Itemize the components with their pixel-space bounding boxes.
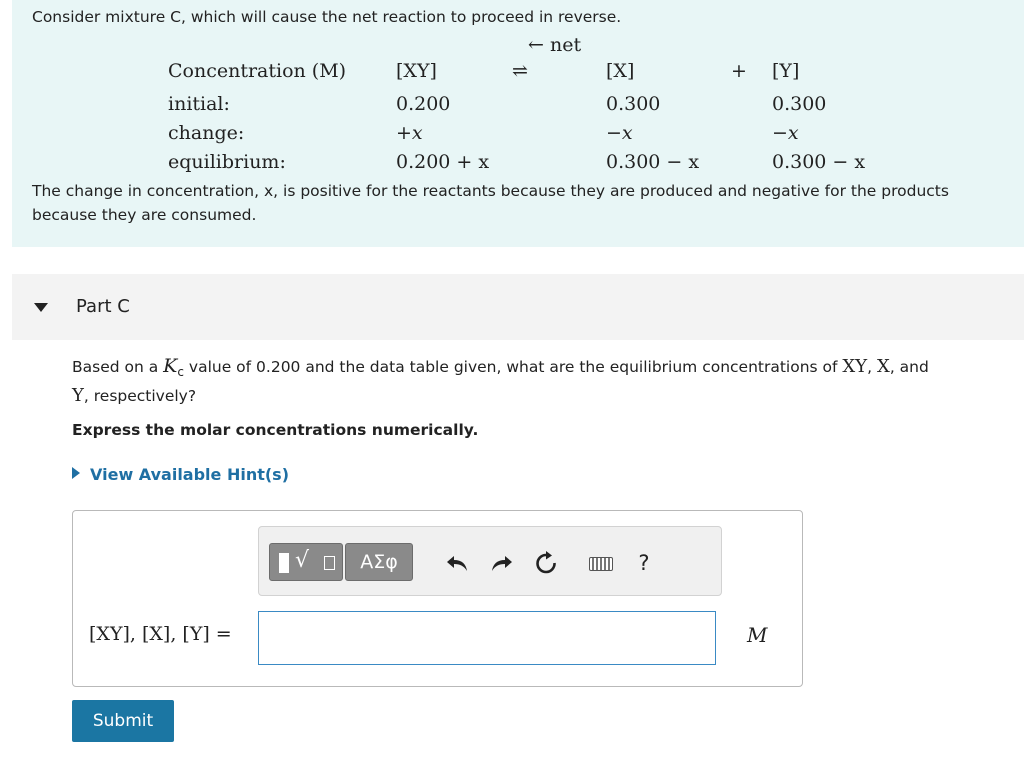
view-hints-link[interactable] [72,465,289,484]
ice-header-plus: + [731,60,747,82]
question-text [72,354,1012,408]
view-hints-label: View Available Hint(s) [90,465,290,484]
kc-symbol: K [163,355,178,377]
undo-icon[interactable] [445,551,471,575]
answer-input[interactable] [258,611,716,665]
submit-button[interactable]: Submit [72,700,174,742]
math-toolbar [258,526,722,596]
ice-cell: 0.300 − x [606,151,700,173]
explanation-intro: Consider mixture C, which will cause the net reaction to proceed in reverse. [32,8,622,26]
expand-triangle-icon [72,467,80,479]
species-xy: XY [842,356,868,377]
ice-cell: −x [772,122,799,144]
greek-symbols-button[interactable]: ΑΣφ [345,543,413,581]
help-button[interactable]: ? [638,551,650,575]
kc-subscript: c [177,365,184,380]
answer-box [72,510,803,687]
keyboard-icon[interactable] [587,551,613,575]
separator: , and [889,358,929,376]
explanation-panel [12,0,1024,247]
part-title: Part C [76,296,130,317]
question-text-end: , respectively? [83,387,197,406]
reset-icon[interactable] [533,551,559,575]
ice-cell: 0.300 [606,93,661,115]
question-text-middle: value of 0.200 and the data table given, what are the equilibrium concentrations of [183,358,843,376]
separator: , [867,358,877,376]
question-text-start: Based on a [72,358,164,376]
template-box-icon [324,556,335,570]
keyboard-shape [589,557,613,571]
instruction-text: Express the molar concentrations numerically. [72,421,479,439]
ice-header-xy: [XY] [396,60,437,82]
template-block-icon [279,553,289,573]
ice-cell: −x [606,122,633,144]
ice-row-label: initial: [168,93,230,115]
redo-icon[interactable] [488,551,514,575]
square-root-icon: √ [295,548,310,573]
ice-cell: +x [396,122,423,144]
species-y: Y [72,385,84,407]
explanation-note: The change in concentration, x, is positive for the reactants because they are produced and negative for the products because they are consumed. [32,182,949,224]
templates-button[interactable] [269,543,343,581]
ice-cell: 0.200 [396,93,451,115]
ice-header-equilibrium-arrow: ⇌ [512,60,528,82]
ice-cell: 0.300 − x [772,151,866,173]
ice-row-label: equilibrium: [168,151,286,173]
ice-cell: 0.200 + x [396,151,490,173]
ice-header-x: [X] [606,60,635,82]
ice-header-concentration: Concentration (M) [168,60,347,82]
ice-cell: 0.300 [772,93,827,115]
answer-unit: M [747,623,768,647]
answer-label: [XY], [X], [Y] = [89,623,232,645]
species-x: X [876,356,890,377]
part-c-header[interactable] [12,274,1024,340]
collapse-caret-icon[interactable] [34,303,48,312]
ice-row-label: change: [168,122,245,144]
net-direction-label: ← net [528,34,582,56]
ice-header-y: [Y] [772,60,800,82]
